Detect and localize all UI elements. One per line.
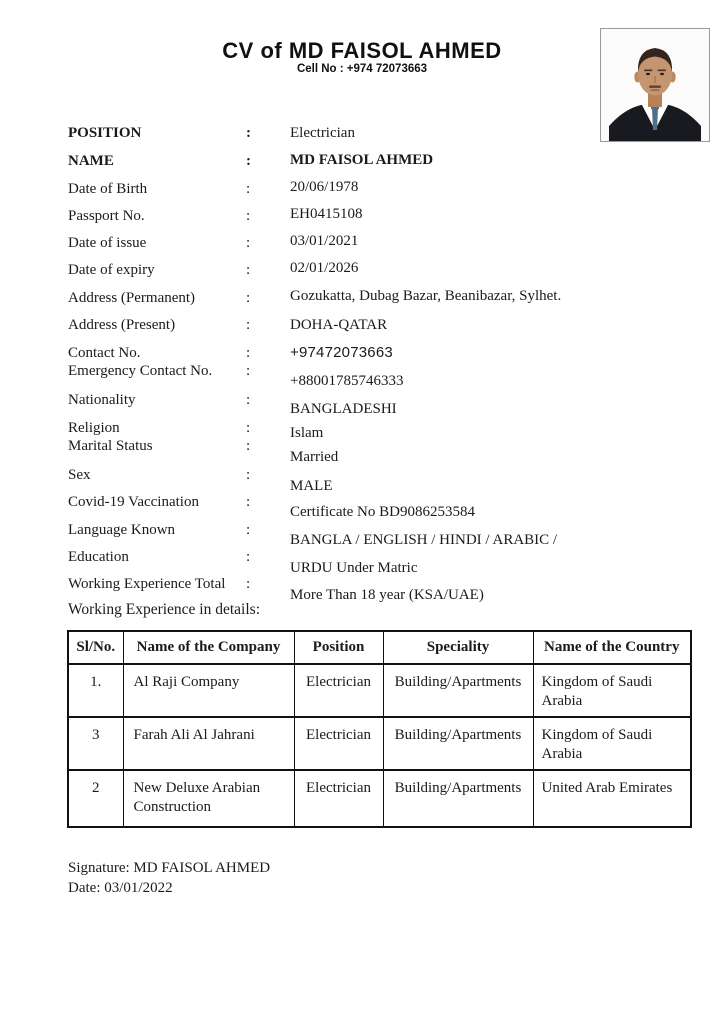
page-title: CV of MD FAISOL AHMED <box>222 38 502 63</box>
field-value-nationality: BANGLADESHI <box>290 401 397 417</box>
field-label-covid-19-vaccination: Covid-19 Vaccination <box>68 494 199 510</box>
field-label-religion: Religion <box>68 420 120 436</box>
field-colon-name: : <box>246 153 251 169</box>
field-label-education: Education <box>68 549 129 565</box>
experience-table <box>67 630 692 828</box>
field-colon-address-permanent: : <box>246 290 251 306</box>
field-value-covid-19-vaccination: Certificate No BD9086253584 <box>290 504 475 520</box>
table-row <box>68 770 691 827</box>
field-value-education: URDU Under Matric <box>290 560 418 576</box>
col-header-name-of-the-company: Name of the Company <box>123 631 294 664</box>
cell-speciality: Building/Apartments <box>383 664 533 717</box>
field-colon-date-of-birth: : <box>246 181 251 197</box>
field-value-religion: Islam <box>290 425 324 441</box>
field-value-date-of-issue: 03/01/2021 <box>290 233 359 249</box>
field-colon-contact-no: : <box>246 345 251 361</box>
cell-name-of-the-company: Farah Ali Al Jahrani <box>123 717 294 770</box>
field-label-nationality: Nationality <box>68 392 136 408</box>
field-colon-emergency-contact-no: : <box>246 363 251 379</box>
field-label-position: POSITION <box>68 125 142 141</box>
field-colon-nationality: : <box>246 392 251 408</box>
field-label-date-of-issue: Date of issue <box>68 235 147 251</box>
col-header-name-of-the-country: Name of the Country <box>533 631 691 664</box>
cell-name-of-the-country: Kingdom of Saudi Arabia <box>533 664 691 717</box>
field-colon-marital-status: : <box>246 438 251 454</box>
field-label-language-known: Language Known <box>68 522 176 538</box>
field-colon-education: : <box>246 549 251 565</box>
portrait-photo-image <box>601 29 709 141</box>
cell-sl-no: 2 <box>68 770 123 827</box>
cell-position: Electrician <box>294 664 383 717</box>
cell-sl-no: 3 <box>68 717 123 770</box>
field-value-emergency-contact-no: +88001785746333 <box>290 373 404 389</box>
cell-name-of-the-country: Kingdom of Saudi Arabia <box>533 717 691 770</box>
field-value-working-experience-total: More Than 18 year (KSA/UAE) <box>290 587 484 603</box>
cell-speciality: Building/Apartments <box>383 770 533 827</box>
portrait-photo <box>600 28 710 142</box>
cell-name-of-the-country: United Arab Emirates <box>533 770 691 827</box>
col-header-speciality: Speciality <box>383 631 533 664</box>
cell-name-of-the-company: New Deluxe Arabian Construction <box>123 770 294 827</box>
field-label-address-present: Address (Present) <box>68 317 176 333</box>
field-value-passport-no: EH0415108 <box>290 206 363 222</box>
cell-sl-no: 1. <box>68 664 123 717</box>
field-label-date-of-expiry: Date of expiry <box>68 262 155 278</box>
field-colon-address-present: : <box>246 317 251 333</box>
signature-line: Signature: MD FAISOL AHMED <box>68 860 271 876</box>
date-line: Date: 03/01/2022 <box>68 880 173 896</box>
field-colon-language-known: : <box>246 522 251 538</box>
field-value-date-of-birth: 20/06/1978 <box>290 179 359 195</box>
field-colon-date-of-issue: : <box>246 235 251 251</box>
cell-name-of-the-company: Al Raji Company <box>123 664 294 717</box>
field-label-marital-status: Marital Status <box>68 438 153 454</box>
cell-position: Electrician <box>294 770 383 827</box>
field-label-emergency-contact-no: Emergency Contact No. <box>68 363 213 379</box>
field-label-date-of-birth: Date of Birth <box>68 181 148 197</box>
table-row <box>68 664 691 717</box>
field-value-name: MD FAISOL AHMED <box>290 152 434 168</box>
field-value-sex: MALE <box>290 478 333 494</box>
field-value-address-present: DOHA-QATAR <box>290 317 388 333</box>
details-heading: Working Experience in details: <box>68 601 261 618</box>
field-label-contact-no: Contact No. <box>68 345 141 361</box>
field-label-address-permanent: Address (Permanent) <box>68 290 196 306</box>
field-label-working-experience-total: Working Experience Total <box>68 576 226 592</box>
field-colon-working-experience-total: : <box>246 576 251 592</box>
field-label-sex: Sex <box>68 467 91 483</box>
field-colon-date-of-expiry: : <box>246 262 251 278</box>
col-header-sl-no: Sl/No. <box>68 631 123 664</box>
table-header-row <box>68 631 691 664</box>
field-value-contact-no: +97472073663 <box>290 344 393 361</box>
field-value-address-permanent: Gozukatta, Dubag Bazar, Beanibazar, Sylhet. <box>290 288 562 304</box>
field-label-passport-no: Passport No. <box>68 208 145 224</box>
cell-number-line: Cell No : +974 72073663 <box>296 63 428 75</box>
field-value-marital-status: Married <box>290 449 339 465</box>
table-row <box>68 717 691 770</box>
field-value-date-of-expiry: 02/01/2026 <box>290 260 359 276</box>
field-colon-covid-19-vaccination: : <box>246 494 251 510</box>
field-colon-passport-no: : <box>246 208 251 224</box>
field-label-name: NAME <box>68 153 114 169</box>
field-colon-religion: : <box>246 420 251 436</box>
field-value-language-known: BANGLA / ENGLISH / HINDI / ARABIC / <box>290 532 558 548</box>
field-value-position: Electrician <box>290 125 355 141</box>
field-colon-position: : <box>246 125 251 141</box>
field-colon-sex: : <box>246 467 251 483</box>
cell-speciality: Building/Apartments <box>383 717 533 770</box>
col-header-position: Position <box>294 631 383 664</box>
cell-position: Electrician <box>294 717 383 770</box>
